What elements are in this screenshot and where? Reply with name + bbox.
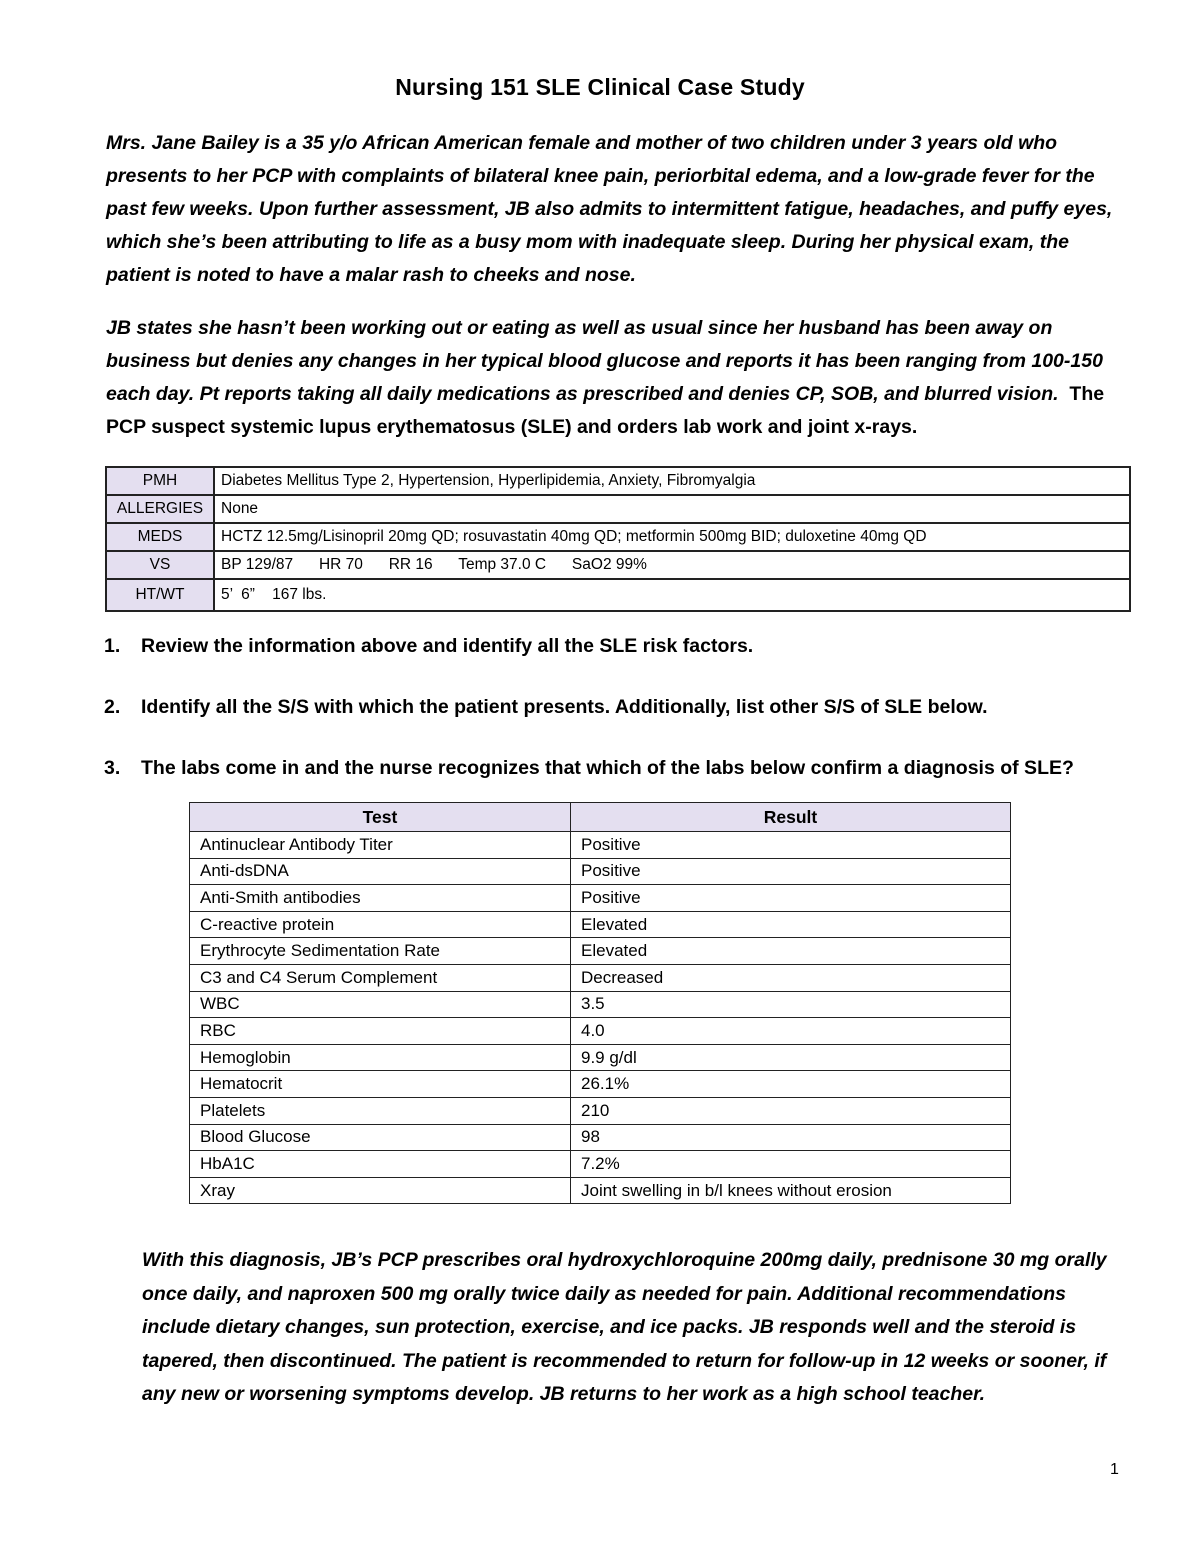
lab-row — [190, 1151, 1011, 1178]
lab-test: Hemoglobin — [190, 1044, 571, 1071]
lab-row — [190, 1071, 1011, 1098]
lab-test: Anti-Smith antibodies — [190, 885, 571, 912]
lab-row — [190, 991, 1011, 1018]
patient-info-value: 5’ 6” 167 lbs. — [214, 579, 1130, 611]
lab-result: 26.1% — [571, 1071, 1011, 1098]
intro-paragraph-2 — [106, 312, 1136, 444]
question-number: 3. — [104, 757, 121, 779]
lab-row — [190, 938, 1011, 965]
question-text: The labs come in and the nurse recognizes that which of the labs below confirm a diagnosis of SLE? — [141, 757, 1074, 779]
lab-result: 9.9 g/dl — [571, 1044, 1011, 1071]
lab-header-test: Test — [190, 803, 571, 832]
intro-paragraph-2-italic: JB states she hasn’t been working out or eating as well as usual since her husband has been away on business but denies any changes in her typical blood glucose and reports it has been ranging from 100-150 each day. Pt reports taking all daily medications as prescribed and denies CP, SOB, and blurred vision. — [106, 317, 1103, 405]
lab-result: 3.5 — [571, 991, 1011, 1018]
lab-row — [190, 1124, 1011, 1151]
lab-test: Anti-dsDNA — [190, 858, 571, 885]
lab-test: RBC — [190, 1018, 571, 1045]
lab-row — [190, 832, 1011, 859]
lab-row — [190, 1044, 1011, 1071]
patient-info-value: None — [214, 495, 1130, 523]
lab-result: Decreased — [571, 964, 1011, 991]
intro-paragraph-2-upright: The PCP suspect systemic lupus erythematosus (SLE) and orders lab work and joint x-rays. — [106, 383, 1105, 438]
patient-info-label: ALLERGIES — [106, 495, 214, 523]
patient-info-table — [105, 466, 1131, 612]
lab-test: Hematocrit — [190, 1071, 571, 1098]
patient-info-row — [106, 467, 1130, 495]
patient-info-value: HCTZ 12.5mg/Lisinopril 20mg QD; rosuvastatin 40mg QD; metformin 500mg BID; duloxetine 40mg QD — [214, 523, 1130, 551]
lab-test: C-reactive protein — [190, 911, 571, 938]
closing-paragraph: With this diagnosis, JB’s PCP prescribes oral hydroxychloroquine 200mg daily, prednisone 30 mg orally once daily, and naproxen 500 mg orally twice daily as needed for pain. Additional recommendations include dietary changes, sun protection, exercise, and ice packs. JB responds well and the steroid is tapered, then discontinued. The patient is recommended to return for follow-up in 12 weeks or sooner, if any new or worsening symptoms develop. JB returns to her work as a high school teacher. — [142, 1249, 1107, 1405]
lab-result: Joint swelling in b/l knees without erosion — [571, 1177, 1011, 1204]
lab-result: Positive — [571, 858, 1011, 885]
lab-test: Erythrocyte Sedimentation Rate — [190, 938, 571, 965]
lab-result: 98 — [571, 1124, 1011, 1151]
intro-paragraph-1: Mrs. Jane Bailey is a 35 y/o African American female and mother of two children under 3 years old who presents to her PCP with complaints of bilateral knee pain, periorbital edema, and a low-grade fever for the past few weeks. Upon further assessment, JB also admits to intermittent fatigue, headaches, and puffy eyes, which she’s been attributing to life as a busy mom with inadequate sleep. During her physical exam, the patient is noted to have a malar rash to cheeks and nose. — [106, 132, 1113, 286]
lab-test: Blood Glucose — [190, 1124, 571, 1151]
lab-result: 7.2% — [571, 1151, 1011, 1178]
patient-info-value: Diabetes Mellitus Type 2, Hypertension, Hyperlipidemia, Anxiety, Fibromyalgia — [214, 467, 1130, 495]
question-number: 2. — [104, 696, 121, 718]
question-text: Review the information above and identify all the SLE risk factors. — [141, 635, 754, 657]
question-item — [104, 630, 1144, 691]
patient-info-value: BP 129/87 HR 70 RR 16 Temp 37.0 C SaO2 99% — [214, 551, 1130, 579]
question-item — [104, 691, 1144, 752]
patient-info-row — [106, 523, 1130, 551]
lab-test: C3 and C4 Serum Complement — [190, 964, 571, 991]
patient-info-row — [106, 579, 1130, 611]
patient-info-row — [106, 551, 1130, 579]
lab-result: Elevated — [571, 911, 1011, 938]
patient-info-label: PMH — [106, 467, 214, 495]
lab-test: WBC — [190, 991, 571, 1018]
patient-info-label: HT/WT — [106, 579, 214, 611]
lab-result: Elevated — [571, 938, 1011, 965]
patient-info-label: VS — [106, 551, 214, 579]
lab-result: Positive — [571, 885, 1011, 912]
lab-header-result: Result — [571, 803, 1011, 832]
lab-row — [190, 964, 1011, 991]
lab-row — [190, 1097, 1011, 1124]
lab-test: Platelets — [190, 1097, 571, 1124]
lab-result: Positive — [571, 832, 1011, 859]
lab-test: HbA1C — [190, 1151, 571, 1178]
lab-row — [190, 858, 1011, 885]
lab-row — [190, 885, 1011, 912]
page-number: 1 — [1110, 1461, 1119, 1478]
lab-test: Xray — [190, 1177, 571, 1204]
lab-result: 210 — [571, 1097, 1011, 1124]
patient-info-row — [106, 495, 1130, 523]
question-text: Identify all the S/S with which the patient presents. Additionally, list other S/S of SLE below. — [141, 696, 988, 718]
question-list — [104, 630, 1144, 813]
lab-result: 4.0 — [571, 1018, 1011, 1045]
document-title: Nursing 151 SLE Clinical Case Study — [395, 74, 805, 100]
lab-row — [190, 1018, 1011, 1045]
lab-test: Antinuclear Antibody Titer — [190, 832, 571, 859]
patient-info-label: MEDS — [106, 523, 214, 551]
question-number: 1. — [104, 635, 121, 657]
lab-results-table — [189, 802, 1011, 1204]
lab-header-row — [190, 803, 1011, 832]
lab-row — [190, 911, 1011, 938]
lab-row — [190, 1177, 1011, 1204]
